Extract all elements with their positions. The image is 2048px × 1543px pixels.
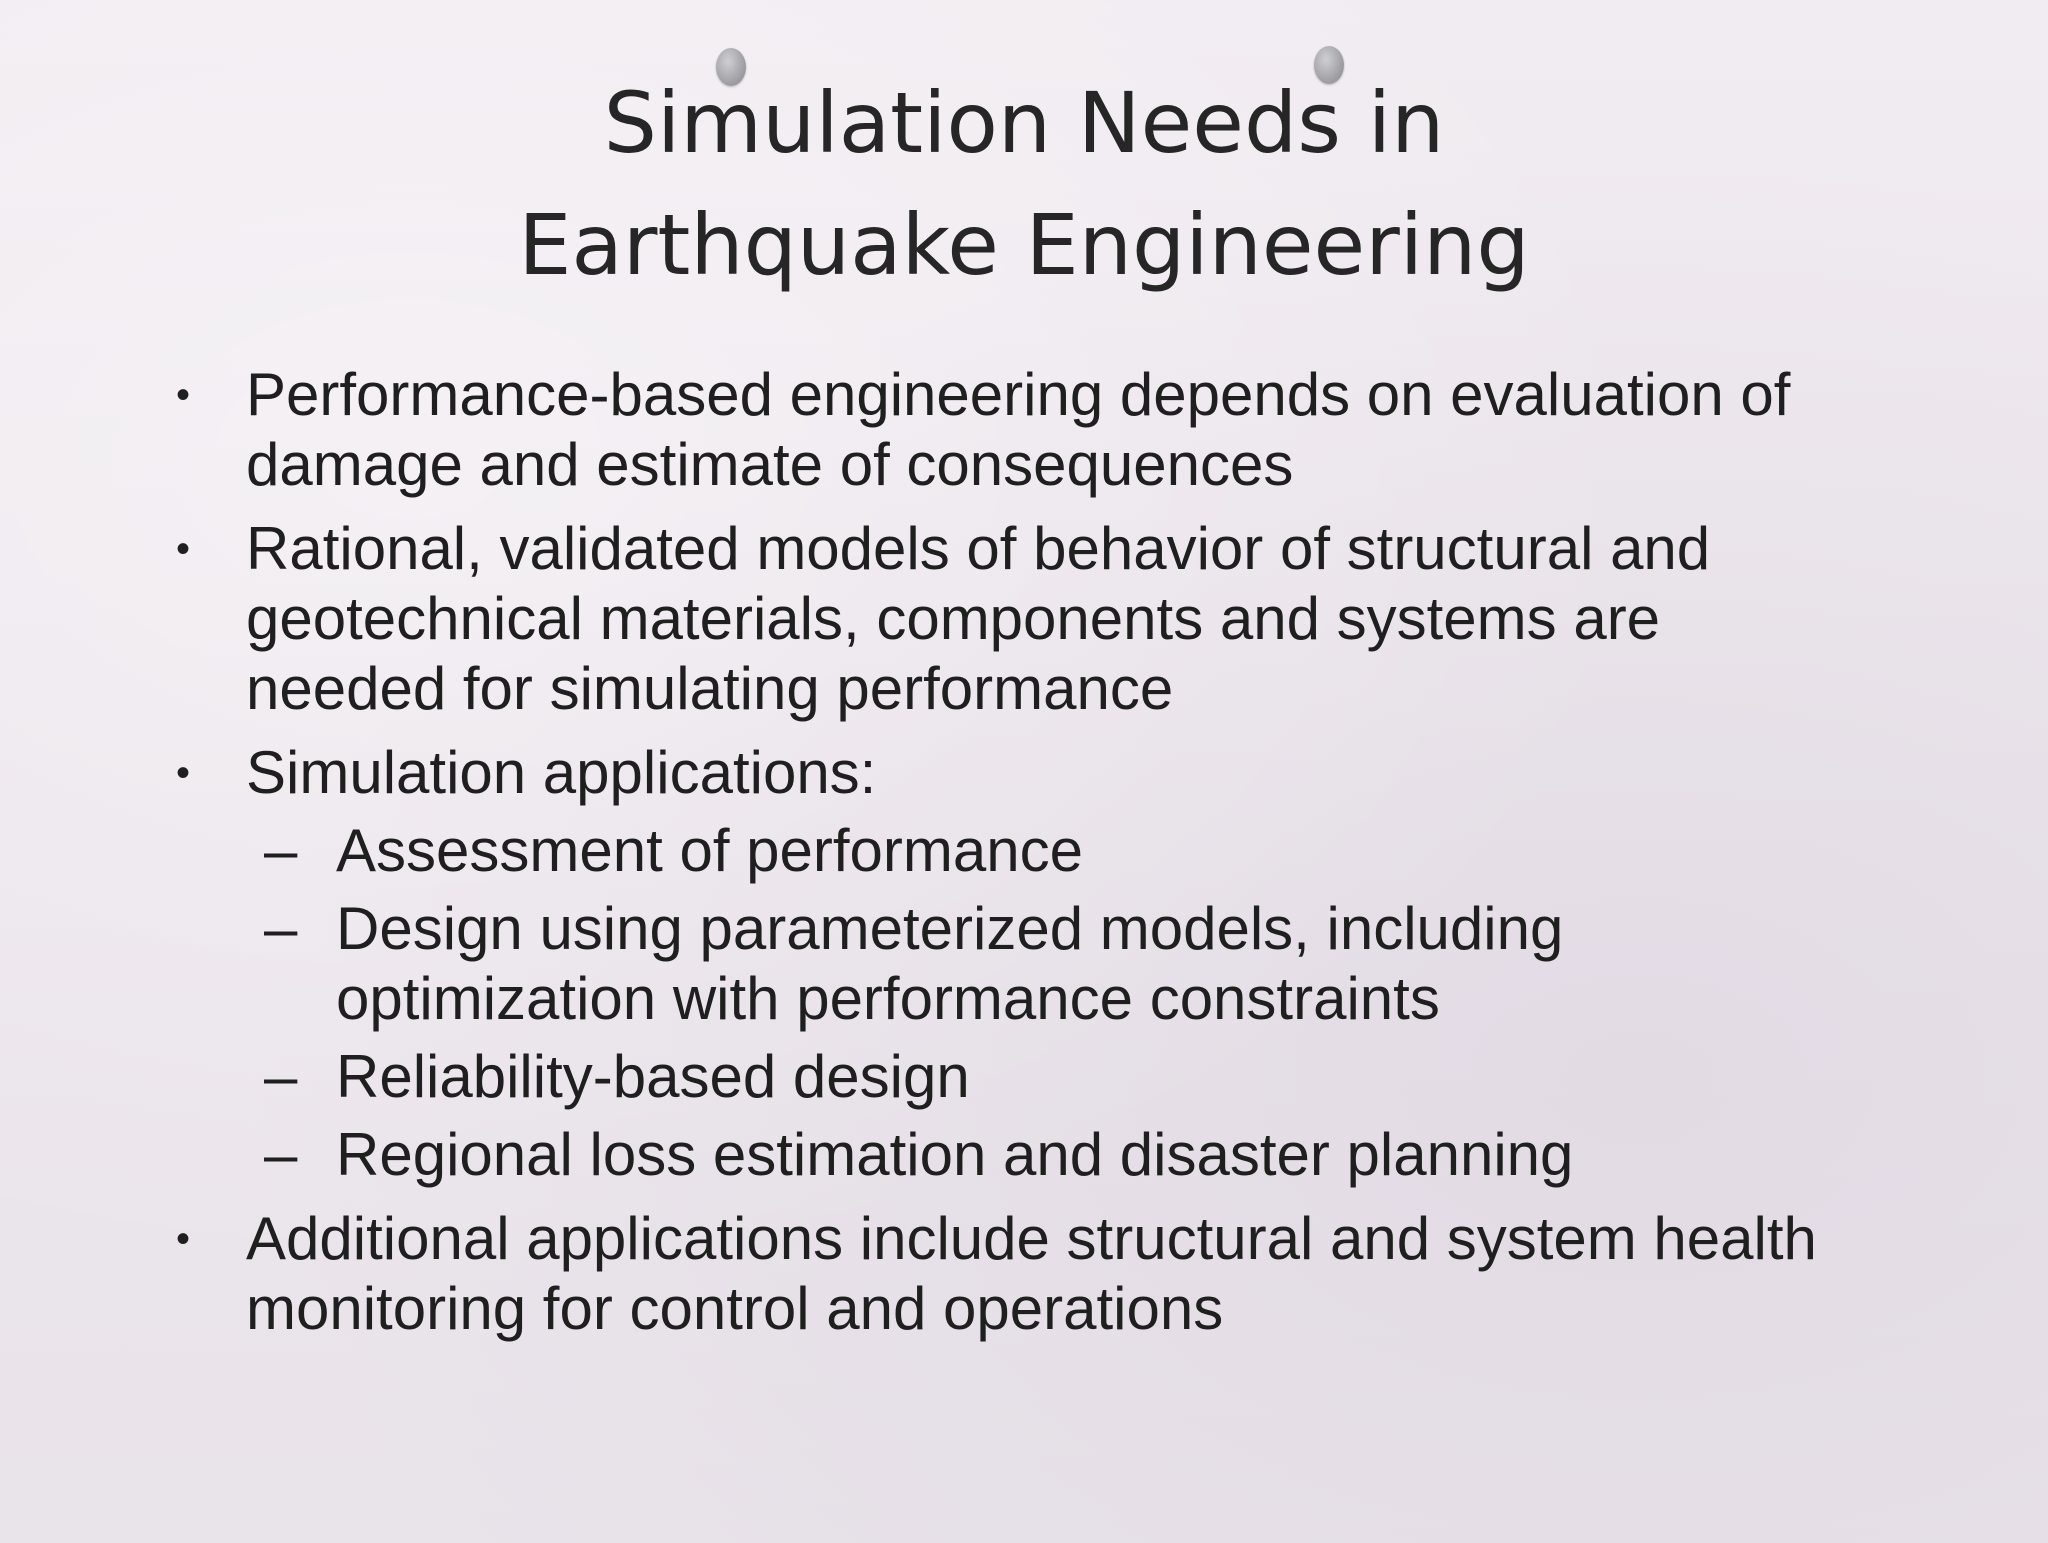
bullet-text: Simulation applications:	[246, 739, 877, 806]
slide-title	[0, 62, 2048, 306]
bullet-item-simulation-applications	[168, 738, 1868, 808]
dash-icon: –	[264, 1043, 298, 1110]
sub-bullet-text: Design using parameterized models, including optimization with performance constraints	[336, 895, 1564, 1032]
sub-bullet-item-assessment	[168, 816, 1868, 886]
bullet-text: Performance-based engineering depends on evaluation of damage and estimate of consequences	[246, 361, 1791, 498]
bullet-icon: •	[176, 751, 191, 795]
dash-icon: –	[264, 817, 298, 884]
bullet-icon: •	[176, 1217, 191, 1261]
dash-icon: –	[264, 1121, 298, 1188]
bullet-item-validated-models	[168, 514, 1868, 724]
bullet-icon: •	[176, 527, 191, 571]
dash-icon: –	[264, 895, 298, 962]
title-line-1: Simulation Needs in	[603, 74, 1445, 172]
sub-bullet-text: Assessment of performance	[336, 817, 1083, 884]
bullet-icon: •	[176, 373, 191, 417]
bullet-list	[168, 360, 1868, 1358]
sub-bullet-item-design	[168, 894, 1868, 1034]
sub-bullet-item-regional-loss	[168, 1120, 1868, 1190]
sub-bullet-item-reliability	[168, 1042, 1868, 1112]
sub-bullet-text: Reliability-based design	[336, 1043, 970, 1110]
bullet-item-performance-based	[168, 360, 1868, 500]
bullet-text: Rational, validated models of behavior of structural and geotechnical materials, components and systems are needed for simulating performance	[246, 515, 1711, 722]
sub-bullet-text: Regional loss estimation and disaster planning	[336, 1121, 1574, 1188]
bullet-item-additional-applications	[168, 1204, 1868, 1344]
title-line-2: Earthquake Engineering	[518, 196, 1530, 294]
bullet-text: Additional applications include structural and system health monitoring for control and operations	[246, 1205, 1817, 1342]
